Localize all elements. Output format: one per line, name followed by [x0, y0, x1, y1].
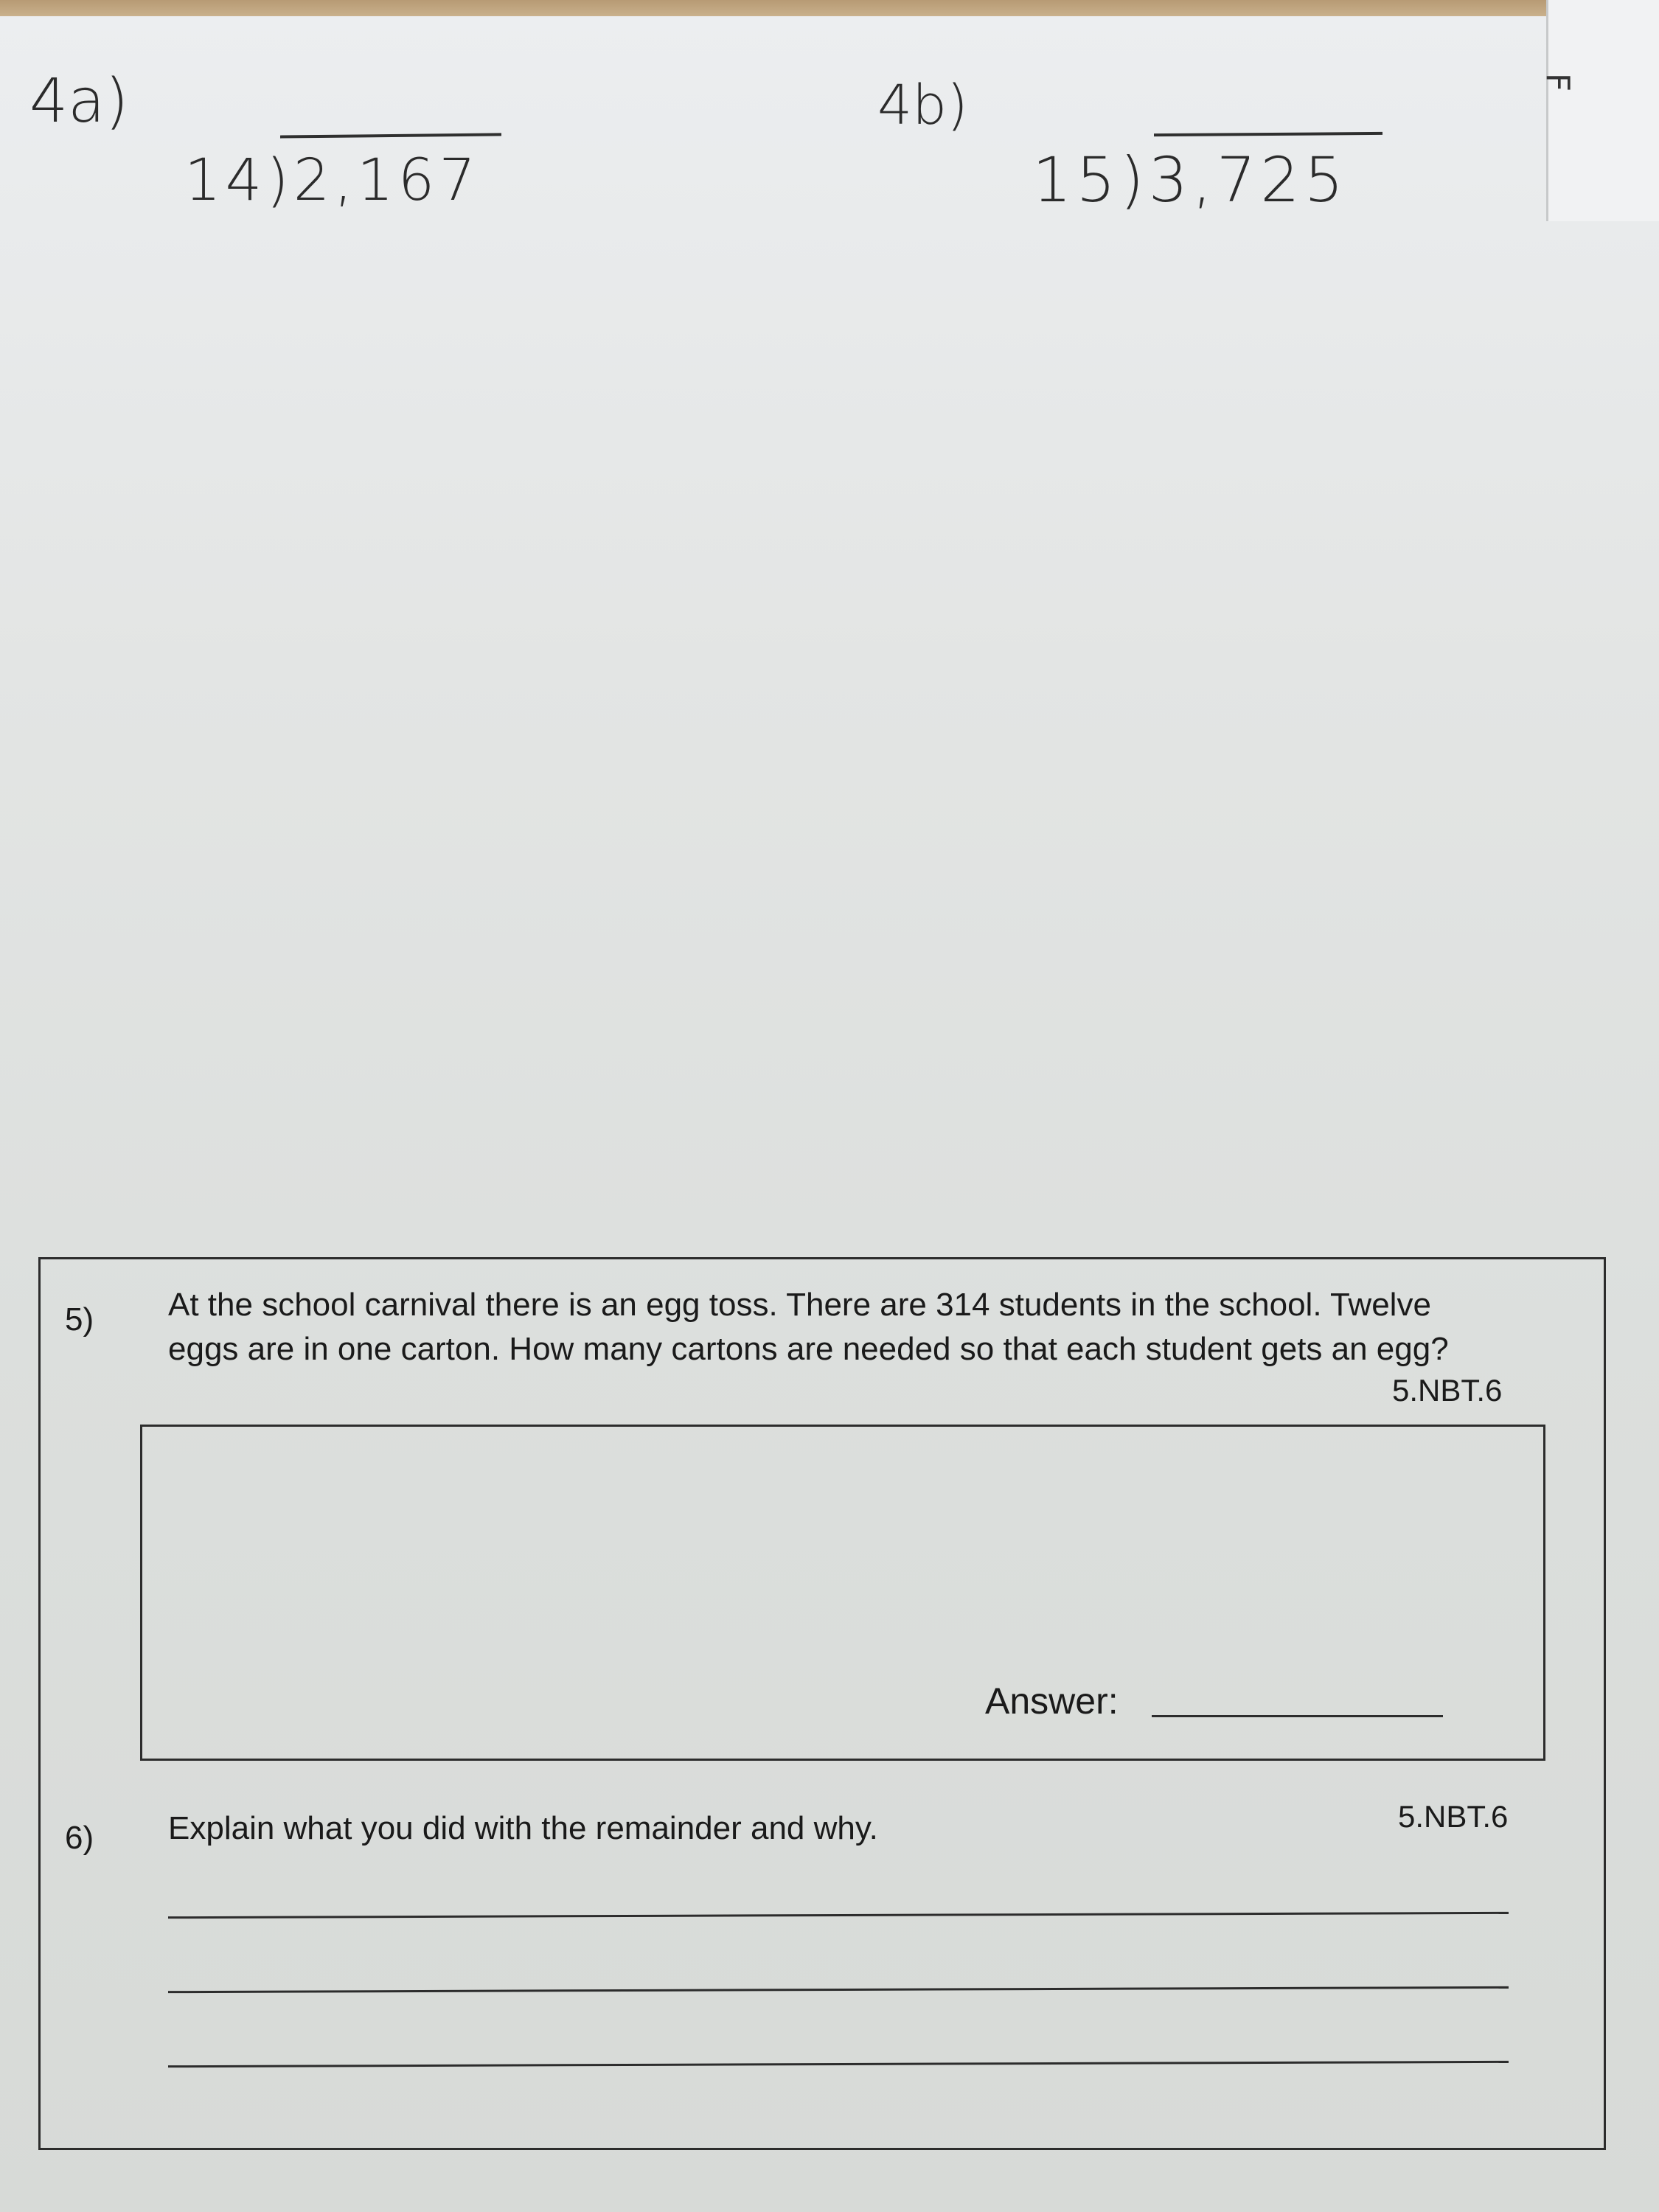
division-bracket-icon: ) — [266, 147, 293, 214]
answer-label: Answer: — [985, 1680, 1119, 1722]
problem-4a-label: 4a) — [29, 66, 129, 136]
adjacent-paper — [1546, 0, 1659, 221]
problem-4b-divisor: 15 — [1032, 144, 1120, 216]
problem-6-prompt: Explain what you did with the remainder and why. — [168, 1810, 878, 1846]
problem-4a-divisor: 14 — [184, 147, 267, 214]
problem-4b-label: 4b) — [877, 74, 968, 137]
table-edge — [0, 0, 1659, 16]
problem-5-number: 5) — [65, 1301, 94, 1338]
division-bracket-icon: ) — [1119, 144, 1149, 216]
problem-4a-division — [184, 147, 480, 214]
problem-5-standard: 5.NBT.6 — [1392, 1373, 1503, 1408]
problem-6-number: 6) — [65, 1820, 94, 1856]
problem-5-text-line-1: At the school carnival there is an egg toss. There are 314 students in the school. Twelve — [168, 1287, 1431, 1323]
problem-4b-dividend: 3,725 — [1148, 144, 1349, 216]
problem-4b-division-bar — [1154, 132, 1382, 136]
adjacent-paper-mark: F — [1539, 72, 1577, 92]
problem-4a-dividend: 2,167 — [293, 147, 481, 214]
problem-5-text-line-2: eggs are in one carton. How many cartons are needed so that each student gets an egg? — [168, 1331, 1449, 1367]
answer-work-box[interactable] — [140, 1425, 1545, 1761]
problem-4b-division — [1032, 144, 1348, 216]
problem-4a-division-bar — [280, 133, 501, 138]
problem-6-standard: 5.NBT.6 — [1398, 1799, 1509, 1834]
answer-blank-line[interactable] — [1152, 1715, 1443, 1717]
